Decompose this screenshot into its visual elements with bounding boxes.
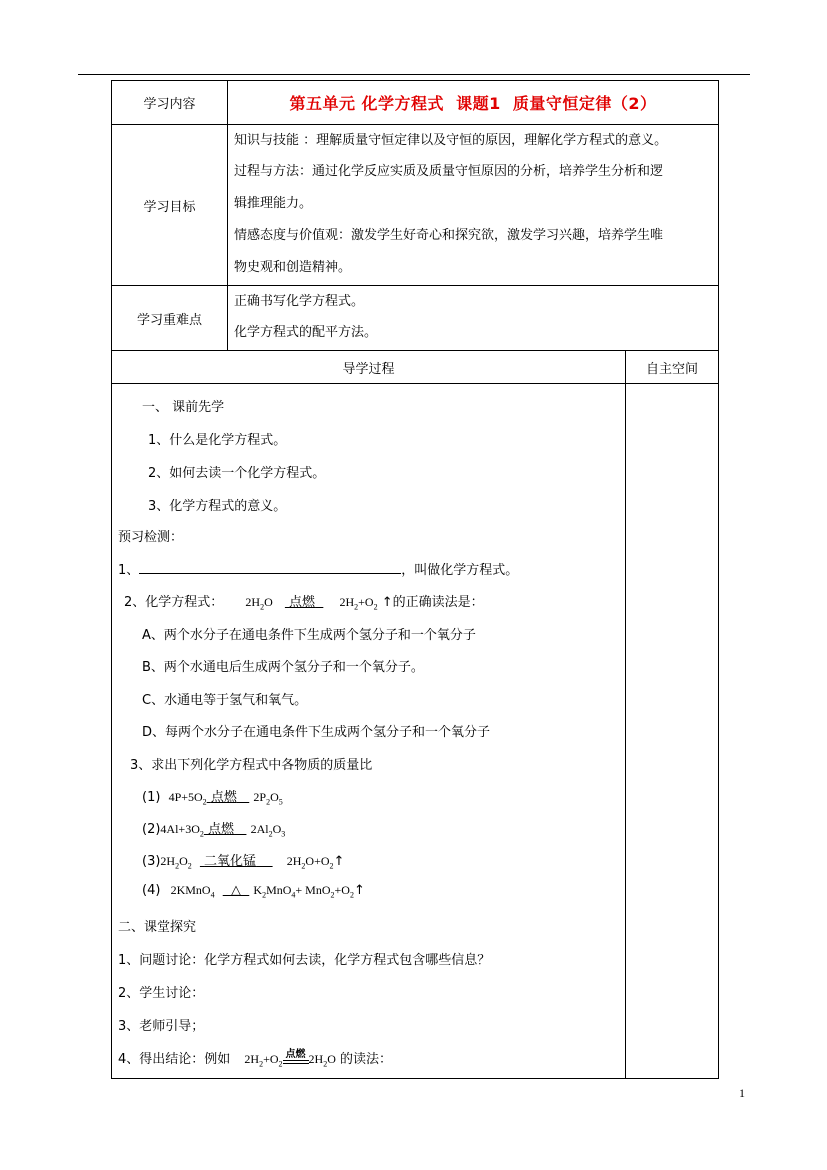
discussion-4: 4、得出结论：例如 $2H_2+O_2$ 点燃 $2H_2O$ 的读法： (118, 1049, 393, 1069)
pre-q3: 3、化学方程式的意义。 (148, 499, 287, 514)
check-2-suffix: 的正确读法是： (392, 595, 484, 610)
pre-heading: 一、 课前先学 (142, 400, 225, 415)
space-content (626, 384, 719, 1079)
goals-cell (228, 125, 719, 286)
gas-arrow-icon: ↑ (333, 854, 345, 869)
cond-ignite-4: 点燃 (285, 1049, 306, 1060)
goal-emotion-2: 物史观和创造精神。 (234, 260, 352, 275)
check-1-suffix: ，叫做化学方程式。 (401, 563, 519, 578)
goals-label: 学习目标 (112, 125, 228, 286)
discussion-4-prefix: 4、得出结论：例如 (118, 1052, 231, 1067)
discussion-1: 1、问题讨论：化学方程式如何去读，化学方程式包含哪些信息？ (118, 953, 491, 968)
goal-knowledge: 知识与技能 ：理解质量守恒定律以及守恒的原因，理解化学方程式的意义。 (234, 133, 668, 148)
equation-4-num: (4) (142, 883, 161, 898)
guide-content (112, 384, 626, 1079)
equation-4: (4) 2KMnO$_4$ △ $K_2MnO_4+$ $MnO_2+O_2↑$ (142, 883, 365, 900)
ignite-condition (283, 1050, 309, 1064)
discussion-2: 2、学生讨论： (118, 986, 205, 1001)
class-heading: 二、课堂探究 (118, 920, 197, 935)
content-row (112, 81, 719, 125)
pre-check: 预习检测： (118, 530, 184, 545)
column-header-row (112, 351, 719, 384)
option-a: A、两个水分子在通电条件下生成两个氢分子和一个氧分子 (142, 628, 476, 643)
difficulty-cell (228, 286, 719, 351)
cond-mno2: 二氧化锰 (204, 854, 257, 869)
equation-3-num: (3) (142, 854, 161, 869)
lesson-title: 第五单元 化学方程式 课题1 质量守恒定律（2） (289, 94, 657, 113)
gas-arrow-icon: ↑ (353, 883, 365, 898)
cond-ignite-1: 点燃 (289, 595, 316, 610)
equation-1: (1) $4P+5O_2$ 点燃 $2P_2O_5$ (142, 790, 283, 807)
check-2: 2、化学方程式： $2H_2O$ 点燃 $2H_2+O_2$ ↑的正确读法是： (124, 595, 484, 612)
content-label: 学习内容 (112, 81, 228, 125)
pre-q1: 1、什么是化学方程式。 (148, 433, 287, 448)
check-3: 3、求出下列化学方程式中各物质的质量比 (130, 758, 373, 773)
space-header: 自主空间 (626, 351, 719, 384)
difficulty-item-1: 正确书写化学方程式。 (234, 294, 365, 309)
discussion-3: 3、老师引导； (118, 1019, 205, 1034)
header-rule (78, 74, 750, 75)
option-b: B、两个水通电后生成两个氢分子和一个氧分子。 (142, 660, 424, 675)
equation-2: $(2)4Al+3O_2$ 点燃 $2Al_2O_3$ (142, 822, 286, 839)
check-1-prefix: 1、 (118, 563, 140, 578)
difficulty-row (112, 286, 719, 351)
guide-header: 导学过程 (112, 351, 626, 384)
answer-blank (139, 563, 401, 574)
gas-arrow-icon: ↑ (381, 595, 393, 610)
goals-row (112, 125, 719, 286)
goal-process-2: 辑推理能力。 (234, 196, 313, 211)
pre-q2: 2、如何去读一个化学方程式。 (148, 466, 326, 481)
cond-ignite-3: 点燃 (208, 822, 235, 837)
difficulty-label: 学习重难点 (112, 286, 228, 351)
goal-emotion-1: 情感态度与价值观：激发学生好奇心和探究欲，激发学习兴趣，培养学生唯 (234, 228, 664, 243)
check-1 (118, 559, 518, 578)
heat-icon: △ (230, 883, 241, 898)
page-number: 1 (739, 1086, 745, 1100)
discussion-4-suffix: 的读法： (340, 1052, 393, 1067)
goal-process-1: 过程与方法：通过化学反应实质及质量守恒原因的分析，培养学生分析和逻 (234, 164, 664, 179)
option-d: D、每两个水分子在通电条件下生成两个氢分子和一个氧分子 (142, 725, 491, 740)
equation-2-num: (2) (142, 822, 161, 837)
check-2-prefix: 2、化学方程式： (124, 595, 224, 610)
cond-ignite-2: 点燃 (210, 790, 237, 805)
equation-1-num: (1) (142, 790, 161, 805)
title-cell (228, 81, 719, 125)
lesson-table (111, 80, 719, 1079)
equation-3: $(3)2H_2O_2$ 二氧化锰 $2H_2O+O_2↑$ (142, 854, 345, 871)
main-row (112, 384, 719, 1079)
option-c: C、水通电等于氢气和氧气。 (142, 693, 308, 708)
difficulty-item-2: 化学方程式的配平方法。 (234, 325, 378, 340)
